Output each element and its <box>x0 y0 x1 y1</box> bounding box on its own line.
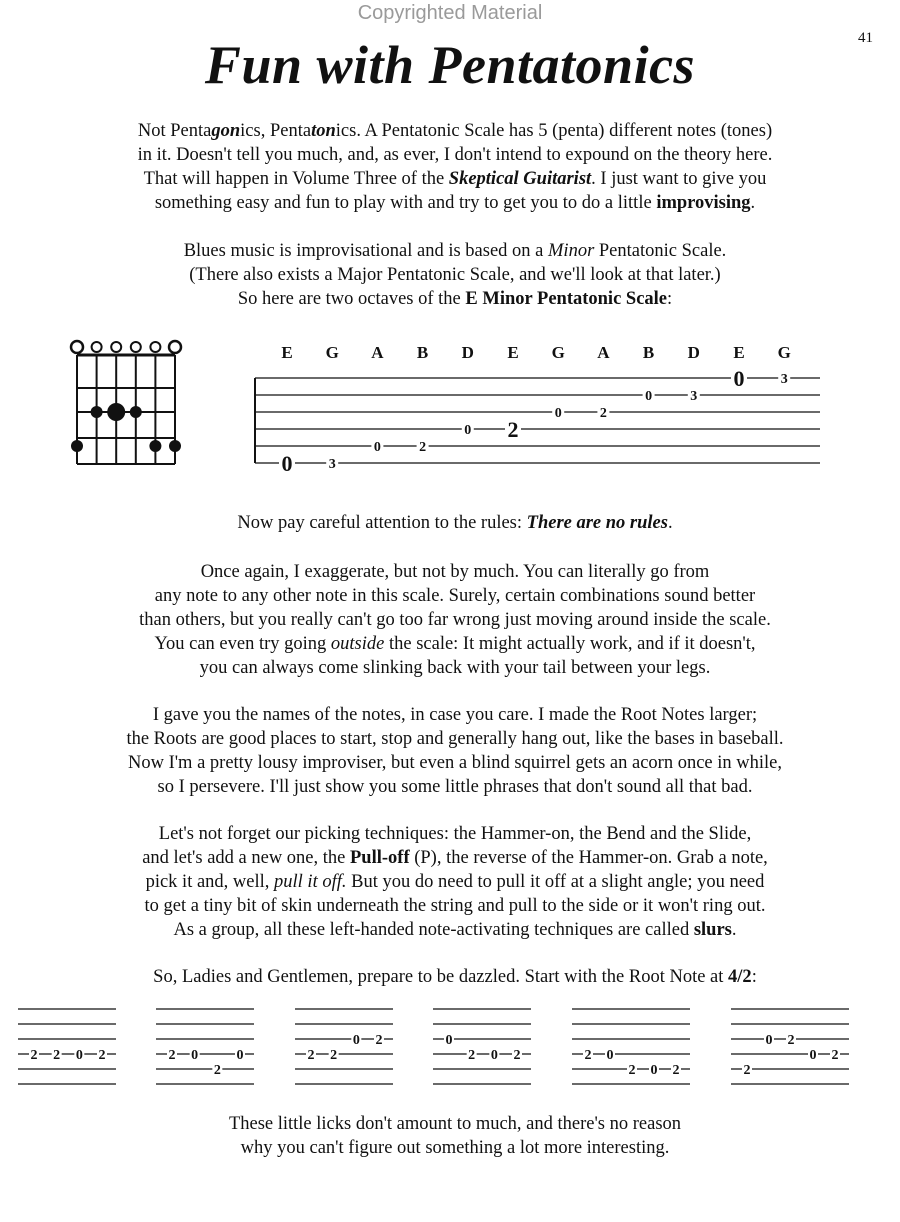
text: I gave you the names of the notes, in case you care. I made the Root Notes larger; <box>152 705 758 725</box>
note-name-label: E <box>507 343 519 362</box>
lick-fret-number: 2 <box>307 1048 315 1063</box>
text: . <box>750 193 756 213</box>
lick-fret-number: 0 <box>445 1033 453 1048</box>
scale-tablature <box>245 335 835 476</box>
fret-number: 0 <box>645 389 653 405</box>
lick-fret-number: 0 <box>650 1063 658 1078</box>
lick-tab-2 <box>154 1005 258 1091</box>
note-name-label: D <box>687 343 700 362</box>
picking-paragraph <box>40 822 870 942</box>
text: pick it and, well, <box>145 872 275 892</box>
note-name-label: G <box>777 343 791 362</box>
text: you can always come slinking back with your tail between your legs. <box>199 658 711 678</box>
lick-fret-number: 2 <box>330 1048 338 1063</box>
lick-tab-6 <box>729 1005 853 1091</box>
note-name-label: B <box>416 343 429 362</box>
root-fret-number: 0 <box>281 450 293 476</box>
fret-number: 0 <box>373 440 381 456</box>
text: . <box>731 920 737 940</box>
lick-fret-number: 2 <box>831 1048 839 1063</box>
lick-fret-number: 2 <box>584 1048 592 1063</box>
text: gon <box>211 121 241 141</box>
text: to get a tiny bit of skin underneath the string and pull to the side or it won't ring out. <box>144 896 766 916</box>
lick-fret-number: 2 <box>168 1048 176 1063</box>
dazzle-line <box>40 965 870 989</box>
text: So, Ladies and Gentlemen, prepare to be dazzled. Start with the Root Note at <box>153 967 729 987</box>
text: But you do need to pull it off at a slight angle; you need <box>346 872 765 892</box>
text: ton <box>311 121 336 141</box>
book-title: Skeptical Guitarist <box>448 169 592 189</box>
exaggerate-paragraph <box>40 560 870 680</box>
lick-fret-number: 0 <box>191 1048 199 1063</box>
text: Blues music is improvisational and is based on a <box>183 241 549 261</box>
text: and let's add a new one, the <box>142 848 350 868</box>
fret-number: 0 <box>554 406 562 422</box>
text: Minor <box>548 241 595 261</box>
fret-number: 3 <box>780 372 788 388</box>
text: Now pay careful attention to the rules: <box>237 513 527 533</box>
text: Pentatonic Scale. <box>594 241 727 261</box>
text: slurs <box>693 920 732 940</box>
fret-number: 3 <box>328 457 336 473</box>
text: : <box>667 289 673 309</box>
note-name-label: G <box>551 343 565 362</box>
text: : <box>751 967 757 987</box>
text: These little licks don't amount to much, and there's no reason <box>228 1114 682 1134</box>
text: any note to any other note in this scale. Surely, certain combinations sound better <box>154 586 756 606</box>
text: Pull-off <box>350 848 410 868</box>
note-name-label: E <box>733 343 745 362</box>
lick-fret-number: 2 <box>513 1048 521 1063</box>
root-fret-number: 2 <box>507 416 519 442</box>
emphasis: There are no rules <box>526 513 668 533</box>
text: outside <box>330 634 385 654</box>
note-name-label: D <box>461 343 474 362</box>
lick-fret-number: 0 <box>606 1048 614 1063</box>
fret-number: 0 <box>464 423 472 439</box>
lick-fret-number: 2 <box>468 1048 476 1063</box>
lick-fret-number: 2 <box>743 1063 751 1078</box>
text: pull it off. <box>274 872 347 892</box>
lick-fret-number: 2 <box>628 1063 636 1078</box>
blues-paragraph <box>40 239 870 311</box>
lick-fret-number: 0 <box>236 1048 244 1063</box>
text: in it. Doesn't tell you much, and, as ever, I don't intend to expound on the theory here. <box>137 145 773 165</box>
fret-number: 2 <box>419 440 427 456</box>
intro-paragraph <box>40 119 870 215</box>
rules-line <box>40 511 870 535</box>
lick-tab-1 <box>16 1005 120 1091</box>
text: ics, Penta <box>240 121 312 141</box>
note-name-label: A <box>371 343 384 362</box>
lick-tab-4 <box>431 1005 535 1091</box>
lick-fret-number: 2 <box>375 1033 383 1048</box>
page-title: Fun with Pentatonics <box>204 35 696 95</box>
text: (There also exists a Major Pentatonic Scale, and we'll look at that later.) <box>189 265 721 285</box>
fret-number: 3 <box>690 389 698 405</box>
text: . I just want to give you <box>591 169 767 189</box>
lick-fret-number: 2 <box>53 1048 61 1063</box>
lick-tab-3 <box>293 1005 397 1091</box>
text: something easy and fun to play with and try to get you to do a little <box>154 193 657 213</box>
lick-fret-number: 0 <box>75 1048 83 1063</box>
closing-paragraph <box>40 1112 870 1160</box>
text: That will happen in Volume Three of the <box>143 169 449 189</box>
text: You can even try going <box>154 634 331 654</box>
note-name-label: E <box>281 343 293 362</box>
root-fret-number: 0 <box>733 365 745 391</box>
lick-fret-number: 2 <box>787 1033 795 1048</box>
lick-fret-number: 0 <box>809 1048 817 1063</box>
lick-fret-number: 2 <box>213 1063 221 1078</box>
page-number: 41 <box>858 30 873 46</box>
text: (P), the reverse of the Hammer-on. Grab a note, <box>409 848 768 868</box>
text: than others, but you really can't go too far wrong just moving around inside the scale. <box>139 610 771 630</box>
lick-tab-5 <box>570 1005 694 1091</box>
text: improvising <box>656 193 751 213</box>
scale-name: E Minor Pentatonic Scale <box>465 289 668 309</box>
note-name-label: G <box>325 343 339 362</box>
text: As a group, all these left-handed note-activating techniques are called <box>173 920 694 940</box>
text: Not Penta <box>137 121 212 141</box>
text: Now I'm a pretty lousy improviser, but even a blind squirrel gets an acorn once in while, <box>127 753 783 773</box>
text: the scale: It might actually work, and if it doesn't, <box>384 634 756 654</box>
fret-number: 2 <box>599 406 607 422</box>
text: Let's not forget our picking techniques: the Hammer-on, the Bend and the Slide, <box>158 824 752 844</box>
text: ics. A Pentatonic Scale has 5 (penta) different notes (tones) <box>335 121 773 141</box>
root-note-position: 4/2 <box>728 967 752 987</box>
lick-fret-number: 2 <box>98 1048 106 1063</box>
text: the Roots are good places to start, stop and generally hang out, like the bases in baseball. <box>126 729 784 749</box>
copyright-watermark: Copyrighted Material <box>357 2 543 24</box>
lick-fret-number: 0 <box>765 1033 773 1048</box>
note-name-label: B <box>642 343 655 362</box>
text: why you can't figure out something a lot more interesting. <box>240 1138 670 1158</box>
note-name-label: A <box>597 343 610 362</box>
lick-fret-number: 2 <box>30 1048 38 1063</box>
lick-fret-number: 0 <box>490 1048 498 1063</box>
text: So here are two octaves of the <box>237 289 466 309</box>
lick-fret-number: 0 <box>352 1033 360 1048</box>
roots-paragraph <box>40 703 870 799</box>
fretboard-diagram <box>60 335 190 470</box>
text: . <box>667 513 673 533</box>
lick-fret-number: 2 <box>672 1063 680 1078</box>
text: Once again, I exaggerate, but not by much. You can literally go from <box>200 562 710 582</box>
text: so I persevere. I'll just show you some little phrases that don't sound all that bad. <box>157 777 753 797</box>
